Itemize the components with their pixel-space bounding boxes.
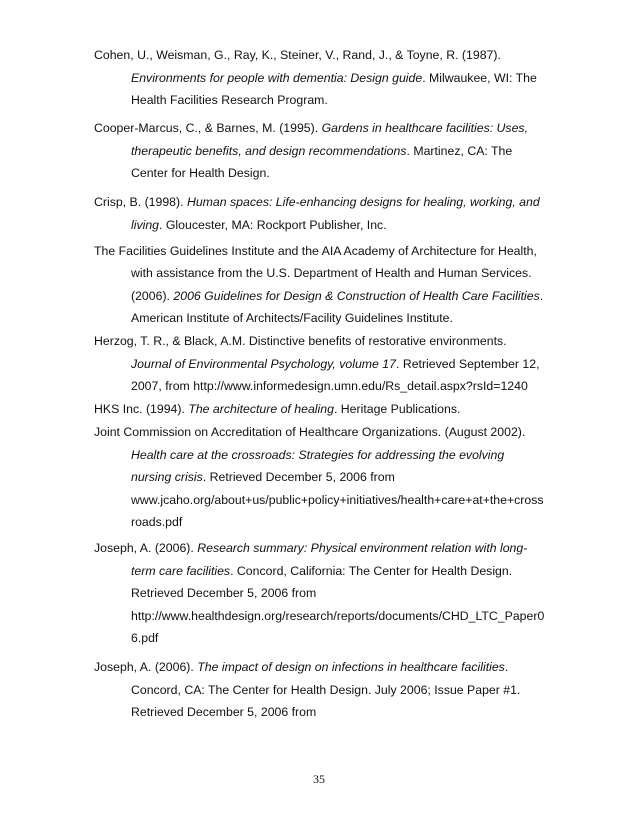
- reference-text: roads.pdf: [131, 515, 183, 529]
- reference-line: [94, 243, 537, 259]
- reference-text: Joint Commission on Accreditation of Healthcare Organizations. (August 2002).: [94, 425, 526, 439]
- page-number: 35: [313, 772, 325, 786]
- reference-line: [131, 265, 532, 281]
- reference-line: [131, 585, 316, 601]
- reference-line: [131, 310, 453, 326]
- reference-line: [94, 424, 525, 440]
- reference-line: [94, 47, 501, 63]
- reference-title-text: 2006 Guidelines for Design & Construction of Health Care Facilities: [173, 289, 540, 303]
- reference-text: with assistance from the U.S. Department of Health and Human Services.: [131, 266, 532, 280]
- reference-line: [94, 540, 527, 556]
- reference-text: Crisp, B. (1998).: [94, 195, 187, 209]
- reference-text: American Institute of Architects/Facility Guidelines Institute.: [131, 311, 453, 325]
- reference-text: Herzog, T. R., & Black, A.M. Distinctive benefits of restorative environments.: [94, 334, 507, 348]
- reference-text: Retrieved December 5, 2006 from: [131, 705, 317, 719]
- reference-line: [131, 492, 544, 508]
- reference-line: [131, 682, 520, 698]
- reference-text: 2007, from http://www.informedesign.umn.edu/Rs_detail.aspx?rsId=1240: [131, 379, 528, 393]
- reference-text: . Retrieved December 5, 2006 from: [202, 470, 395, 484]
- reference-text: (2006).: [131, 289, 174, 303]
- reference-line: [131, 217, 387, 233]
- reference-text: . Martinez, CA: The: [406, 144, 513, 158]
- reference-line: [94, 120, 528, 136]
- reference-text: The Facilities Guidelines Institute and the AIA Academy of Architecture for Health,: [94, 244, 537, 258]
- reference-line: [131, 608, 544, 624]
- reference-title-text: living: [131, 218, 160, 232]
- reference-text: . Gloucester, MA: Rockport Publisher, Inc.: [159, 218, 387, 232]
- reference-title-text: Environments for people with dementia: Design guide: [131, 71, 423, 85]
- reference-title-text: Health care at the crossroads: Strategies for addressing the evolving: [131, 448, 505, 462]
- reference-line: [131, 70, 537, 86]
- reference-line: [131, 92, 328, 108]
- reference-title-text: Journal of Environmental Psychology, volume 17: [131, 357, 396, 371]
- reference-title-text: Human spaces: Life-enhancing designs for healing, working, and: [186, 195, 540, 209]
- reference-text: . Heritage Publications.: [333, 402, 461, 416]
- reference-text: Retrieved December 5, 2006 from: [131, 586, 317, 600]
- reference-title-text: The impact of design on infections in healthcare facilities: [197, 660, 505, 674]
- reference-line: [94, 659, 508, 675]
- reference-text: .: [539, 289, 544, 303]
- reference-text: www.jcaho.org/about+us/public+policy+initiatives/health+care+at+the+cross: [131, 493, 544, 507]
- reference-title-text: nursing crisis: [131, 470, 203, 484]
- reference-text: .: [504, 660, 509, 674]
- reference-line: [131, 514, 182, 530]
- reference-line: [94, 194, 540, 210]
- reference-text: Joseph, A. (2006).: [94, 660, 198, 674]
- reference-text: Center for Health Design.: [131, 166, 270, 180]
- reference-line: [94, 333, 507, 349]
- reference-line: [131, 288, 543, 304]
- reference-line: [131, 165, 270, 181]
- reference-text: Cooper-Marcus, C., & Barnes, M. (1995).: [94, 121, 322, 135]
- reference-line: [131, 143, 512, 159]
- reference-line: [131, 378, 528, 394]
- reference-text: Health Facilities Research Program.: [131, 93, 328, 107]
- reference-text: Joseph, A. (2006).: [94, 541, 198, 555]
- reference-title-text: Gardens in healthcare facilities: Uses,: [321, 121, 528, 135]
- reference-text: Cohen, U., Weisman, G., Ray, K., Steiner, V., Rand, J., & Toyne, R. (1987).: [94, 48, 501, 62]
- reference-text: http://www.healthdesign.org/research/reports/documents/CHD_LTC_Paper0: [131, 609, 545, 623]
- reference-title-text: therapeutic benefits, and design recommendations: [131, 144, 407, 158]
- reference-line: [131, 704, 316, 720]
- reference-text: 6.pdf: [131, 631, 159, 645]
- reference-line: [131, 356, 540, 372]
- reference-text: Concord, CA: The Center for Health Design. July 2006; Issue Paper #1.: [131, 683, 521, 697]
- reference-title-text: The architecture of healing: [188, 402, 334, 416]
- reference-line: [131, 630, 158, 646]
- reference-text: . Milwaukee, WI: The: [422, 71, 537, 85]
- reference-line: [131, 469, 395, 485]
- reference-title-text: term care facilities: [131, 564, 231, 578]
- reference-text: HKS Inc. (1994).: [94, 402, 189, 416]
- reference-line: [94, 401, 460, 417]
- reference-line: [131, 447, 504, 463]
- reference-text: . Concord, California: The Center for Health Design.: [230, 564, 513, 578]
- reference-line: [131, 563, 512, 579]
- reference-text: . Retrieved September 12,: [395, 357, 540, 371]
- reference-title-text: Research summary: Physical environment relation with long-: [197, 541, 528, 555]
